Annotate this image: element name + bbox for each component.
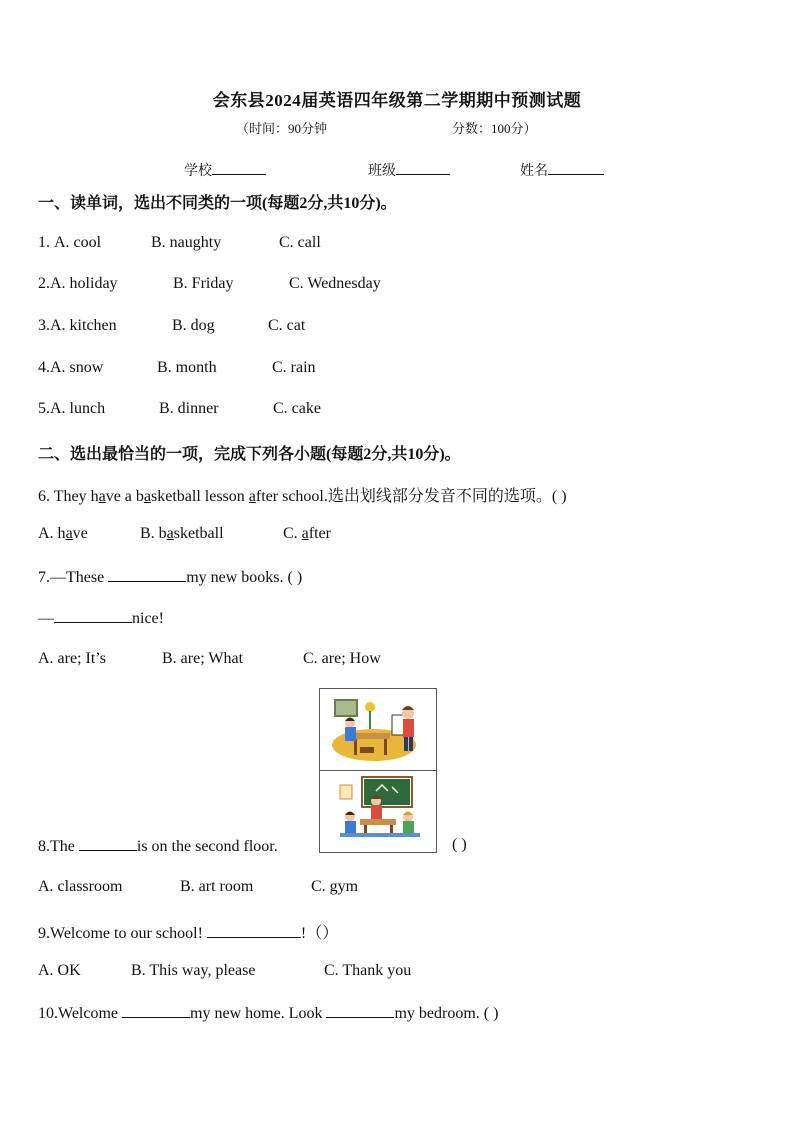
option-b: B. month	[157, 359, 217, 376]
option-b: B. This way, please	[131, 962, 256, 979]
question-6	[38, 483, 567, 506]
option-c: C. gym	[311, 878, 359, 895]
text: !（）	[300, 925, 339, 942]
question-number: 1.	[38, 234, 54, 251]
class-field	[368, 160, 450, 180]
question-2	[38, 275, 381, 293]
text: 8.The	[38, 838, 79, 855]
option-a: A. lunch	[50, 400, 106, 417]
text: 7.—These	[38, 569, 109, 586]
question-9	[38, 920, 338, 943]
underlined-letter: a	[166, 525, 174, 542]
floor-illustration	[319, 688, 437, 853]
underlined-letter: a	[301, 525, 309, 542]
classroom-picture	[320, 771, 436, 852]
school-field	[184, 160, 266, 180]
answer-blank	[108, 567, 186, 582]
option-b: B. naughty	[151, 234, 222, 251]
name-label: 姓名	[520, 164, 548, 179]
option-b: B. dog	[172, 317, 215, 334]
section2-heading: 二、选出最恰当的一项，完成下列各小题(每题2分,共10分)。	[38, 446, 461, 463]
question-6-options	[38, 525, 331, 543]
question-10	[38, 1003, 498, 1023]
text: fter	[308, 525, 331, 542]
question-number: 2.	[38, 275, 50, 292]
option-b: B. art room	[180, 878, 254, 895]
question-number: 5.	[38, 400, 50, 417]
question-1	[38, 234, 321, 252]
text: ve	[72, 525, 88, 542]
underlined-letter: a	[98, 488, 106, 505]
underlined-letter: a	[65, 525, 73, 542]
option-b: B. Friday	[173, 275, 234, 292]
option-c: C. cat	[268, 317, 306, 334]
option-c: C. rain	[272, 359, 316, 376]
school-label: 学校	[184, 164, 212, 179]
option-a: A. kitchen	[50, 317, 117, 334]
question-number: 4.	[38, 359, 50, 376]
question-5	[38, 400, 321, 418]
answer-blank	[207, 923, 301, 938]
underlined-letter: a	[143, 488, 152, 505]
name-field	[520, 160, 604, 180]
section1-heading: 一、读单词，选出不同类的一项(每题2分,共10分)。	[38, 195, 397, 212]
text: sketball lesson	[151, 488, 249, 505]
classroom-drawing	[320, 771, 436, 852]
option-a: A. cool	[54, 234, 102, 251]
text: ve a b	[105, 488, 144, 505]
class-blank	[396, 160, 450, 175]
question-8-options	[38, 878, 358, 896]
option-c: C. cake	[273, 400, 321, 417]
option-b	[140, 525, 283, 543]
answer-blank	[79, 836, 137, 851]
text: 9.Welcome to our school!	[38, 925, 207, 942]
question-8	[38, 836, 278, 856]
option-b: B. dinner	[159, 400, 219, 417]
text: C.	[283, 525, 302, 542]
question-7-reply	[38, 608, 164, 628]
art-room-drawing	[320, 689, 436, 770]
text: fter school.选出划线部分发音不同的选项。( )	[255, 488, 567, 505]
text: 10.Welcome	[38, 1005, 123, 1022]
school-blank	[212, 160, 266, 175]
answer-blank	[54, 608, 132, 623]
option-a: A. snow	[50, 359, 104, 376]
underlined-letter: a	[248, 488, 256, 505]
option-b: B. are; What	[162, 650, 244, 667]
option-c: C. Wednesday	[289, 275, 381, 292]
text: nice!	[132, 610, 164, 627]
text: my new home. Look	[190, 1005, 327, 1022]
question-number: 3.	[38, 317, 50, 334]
question-4	[38, 359, 316, 377]
option-a: A. holiday	[50, 275, 118, 292]
option-a: A. classroom	[38, 878, 123, 895]
question-7	[38, 567, 302, 587]
option-c: C. call	[279, 234, 321, 251]
answer-blank	[122, 1003, 190, 1018]
class-label: 班级	[368, 164, 396, 179]
text: my bedroom. ( )	[394, 1005, 499, 1022]
question-7-options	[38, 650, 381, 668]
name-blank	[548, 160, 604, 175]
exam-title: 会东县2024届英语四年级第二学期期中预测试题	[212, 91, 582, 110]
question-3	[38, 317, 305, 335]
exam-time: （时间：90分钟	[236, 121, 328, 136]
question-8-paren: ( )	[452, 836, 467, 853]
text: sketball	[173, 525, 224, 542]
option-c: C. are; How	[303, 650, 381, 667]
text: my new books. ( )	[186, 569, 303, 586]
art-room-picture	[320, 689, 436, 771]
text: A. h	[38, 525, 66, 542]
option-c	[283, 525, 331, 543]
text: 6. They h	[38, 488, 99, 505]
answer-blank	[326, 1003, 394, 1018]
option-c: C. Thank you	[324, 962, 412, 979]
text: is on the second floor.	[136, 838, 278, 855]
question-9-options	[38, 962, 411, 980]
text: —	[38, 610, 54, 627]
text: B. b	[140, 525, 167, 542]
option-a	[38, 525, 140, 543]
option-a: A. OK	[38, 962, 81, 979]
option-a: A. are; It’s	[38, 650, 106, 667]
exam-score: 分数：100分）	[452, 121, 537, 136]
